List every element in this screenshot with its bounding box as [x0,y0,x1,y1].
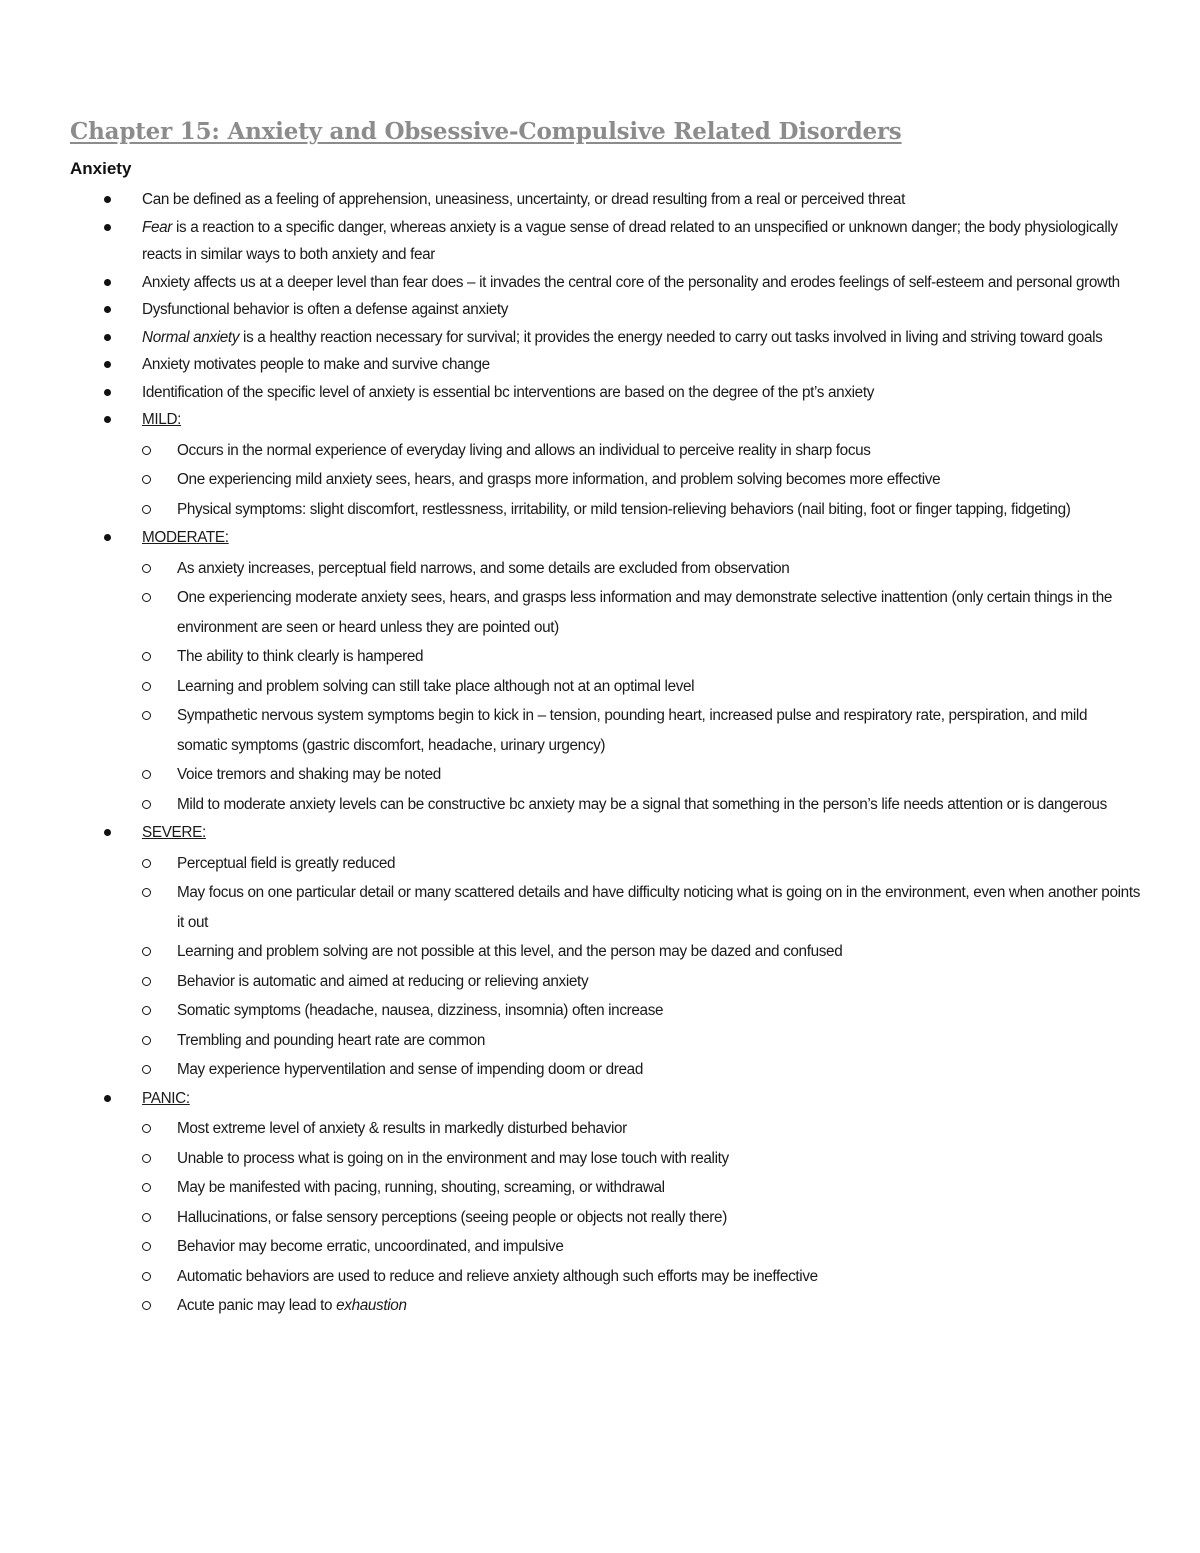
sub-list-item: Physical symptoms: slight discomfort, restlessness, irritability, or mild tension-relieving behaviors (nail biting, foot or finger tapping, fidgeting) [142,495,1140,525]
sub-list-item: Behavior is automatic and aimed at reducing or relieving anxiety [142,967,1140,997]
sub-list-item: May focus on one particular detail or many scattered details and have difficulty noticing what is going on in the environment, even when another points it out [142,878,1140,937]
sub-list-item: Sympathetic nervous system symptoms begin to kick in – tension, pounding heart, increased pulse and respiratory rate, perspiration, and mild somatic symptoms (gastric discomfort, headache, urinary urgency) [142,701,1140,760]
sub-list-item: Behavior may become erratic, uncoordinated, and impulsive [142,1232,1140,1262]
list-item: Normal anxiety is a healthy reaction necessary for survival; it provides the energy needed to carry out tasks involved in living and striving toward goals [0,324,1200,352]
level-panic [0,1085,1200,1321]
circle-bullet-icon [142,1272,151,1281]
sub-list-item: Learning and problem solving can still take place although not at an optimal level [142,672,1140,702]
sub-list-item: Occurs in the normal experience of everyday living and allows an individual to perceive reality in sharp focus [142,436,1140,466]
circle-bullet-icon [142,859,151,868]
level-label: SEVERE: [142,824,206,841]
circle-bullet-icon [142,770,151,779]
sub-list-item: As anxiety increases, perceptual field narrows, and some details are excluded from observation [142,554,1140,584]
sub-list-item: Mild to moderate anxiety levels can be constructive bc anxiety may be a signal that something in the person’s life needs attention or is dangerous [142,790,1140,820]
sub-list-item: Unable to process what is going on in the environment and may lose touch with reality [142,1144,1140,1174]
sub-list-item: Acute panic may lead to exhaustion [142,1291,1140,1321]
sub-list [142,554,1140,820]
circle-bullet-icon [142,1242,151,1251]
circle-bullet-icon [142,711,151,720]
circle-bullet-icon [142,1065,151,1074]
list-item: Dysfunctional behavior is often a defense against anxiety [0,296,1200,324]
list-item: Can be defined as a feeling of apprehension, uneasiness, uncertainty, or dread resulting from a real or perceived threat [0,186,1200,214]
sub-list [142,849,1140,1085]
bullet-icon [104,279,111,286]
bullet-icon [104,534,111,541]
circle-bullet-icon [142,1301,151,1310]
sub-list-item: Most extreme level of anxiety & results in markedly disturbed behavior [142,1114,1140,1144]
level-severe [0,819,1200,1085]
list-item: Fear is a reaction to a specific danger, whereas anxiety is a vague sense of dread related to an unspecified or unknown danger; the body physiologically reacts in similar ways to both anxiety and fear [0,214,1200,269]
sub-list-item: May experience hyperventilation and sense of impending doom or dread [142,1055,1140,1085]
bullet-icon [104,196,111,203]
sub-list-item: Hallucinations, or false sensory perceptions (seeing people or objects not really there) [142,1203,1140,1233]
bullet-icon [104,1095,111,1102]
document-body [0,186,1200,1321]
list-item: Anxiety motivates people to make and survive change [0,351,1200,379]
page-title: Chapter 15: Anxiety and Obsessive-Compulsive Related Disorders [70,118,902,145]
circle-bullet-icon [142,1036,151,1045]
sub-list-item: One experiencing mild anxiety sees, hears, and grasps more information, and problem solving becomes more effective [142,465,1140,495]
level-label: MILD: [142,411,182,428]
bullet-icon [104,416,111,423]
bullet-icon [104,334,111,341]
level-mild [0,406,1200,524]
sub-list-item: Trembling and pounding heart rate are common [142,1026,1140,1056]
circle-bullet-icon [142,977,151,986]
circle-bullet-icon [142,564,151,573]
list-item: Anxiety affects us at a deeper level than fear does – it invades the central core of the personality and erodes feelings of self-esteem and personal growth [0,269,1200,297]
circle-bullet-icon [142,1183,151,1192]
circle-bullet-icon [142,947,151,956]
bullet-icon [104,361,111,368]
circle-bullet-icon [142,1124,151,1133]
circle-bullet-icon [142,652,151,661]
sub-list-item: May be manifested with pacing, running, shouting, screaming, or withdrawal [142,1173,1140,1203]
level-label: MODERATE: [142,529,229,546]
circle-bullet-icon [142,505,151,514]
circle-bullet-icon [142,446,151,455]
sub-list-item: Learning and problem solving are not possible at this level, and the person may be dazed and confused [142,937,1140,967]
sub-list-item: Perceptual field is greatly reduced [142,849,1140,879]
sub-list [142,436,1140,525]
bullet-icon [104,389,111,396]
sub-list-item: One experiencing moderate anxiety sees, hears, and grasps less information and may demonstrate selective inattention (only certain things in the environment are seen or heard unless they are pointed out) [142,583,1140,642]
circle-bullet-icon [142,1213,151,1222]
circle-bullet-icon [142,475,151,484]
circle-bullet-icon [142,800,151,809]
bullet-icon [104,306,111,313]
circle-bullet-icon [142,682,151,691]
section-heading: Anxiety [70,159,132,178]
circle-bullet-icon [142,593,151,602]
sub-list-item: Automatic behaviors are used to reduce and relieve anxiety although such efforts may be ineffective [142,1262,1140,1292]
bullet-icon [104,224,111,231]
level-label: PANIC: [142,1089,190,1107]
circle-bullet-icon [142,888,151,897]
sub-list [142,1114,1140,1321]
circle-bullet-icon [142,1006,151,1015]
sub-list-item: The ability to think clearly is hampered [142,642,1140,672]
bullet-icon [104,829,111,836]
sub-list-item: Voice tremors and shaking may be noted [142,760,1140,790]
circle-bullet-icon [142,1154,151,1163]
list-item: Identification of the specific level of anxiety is essential bc interventions are based on the degree of the pt’s anxiety [0,379,1200,407]
level-moderate [0,524,1200,819]
bullet-list [0,186,1200,1321]
sub-list-item: Somatic symptoms (headache, nausea, dizziness, insomnia) often increase [142,996,1140,1026]
